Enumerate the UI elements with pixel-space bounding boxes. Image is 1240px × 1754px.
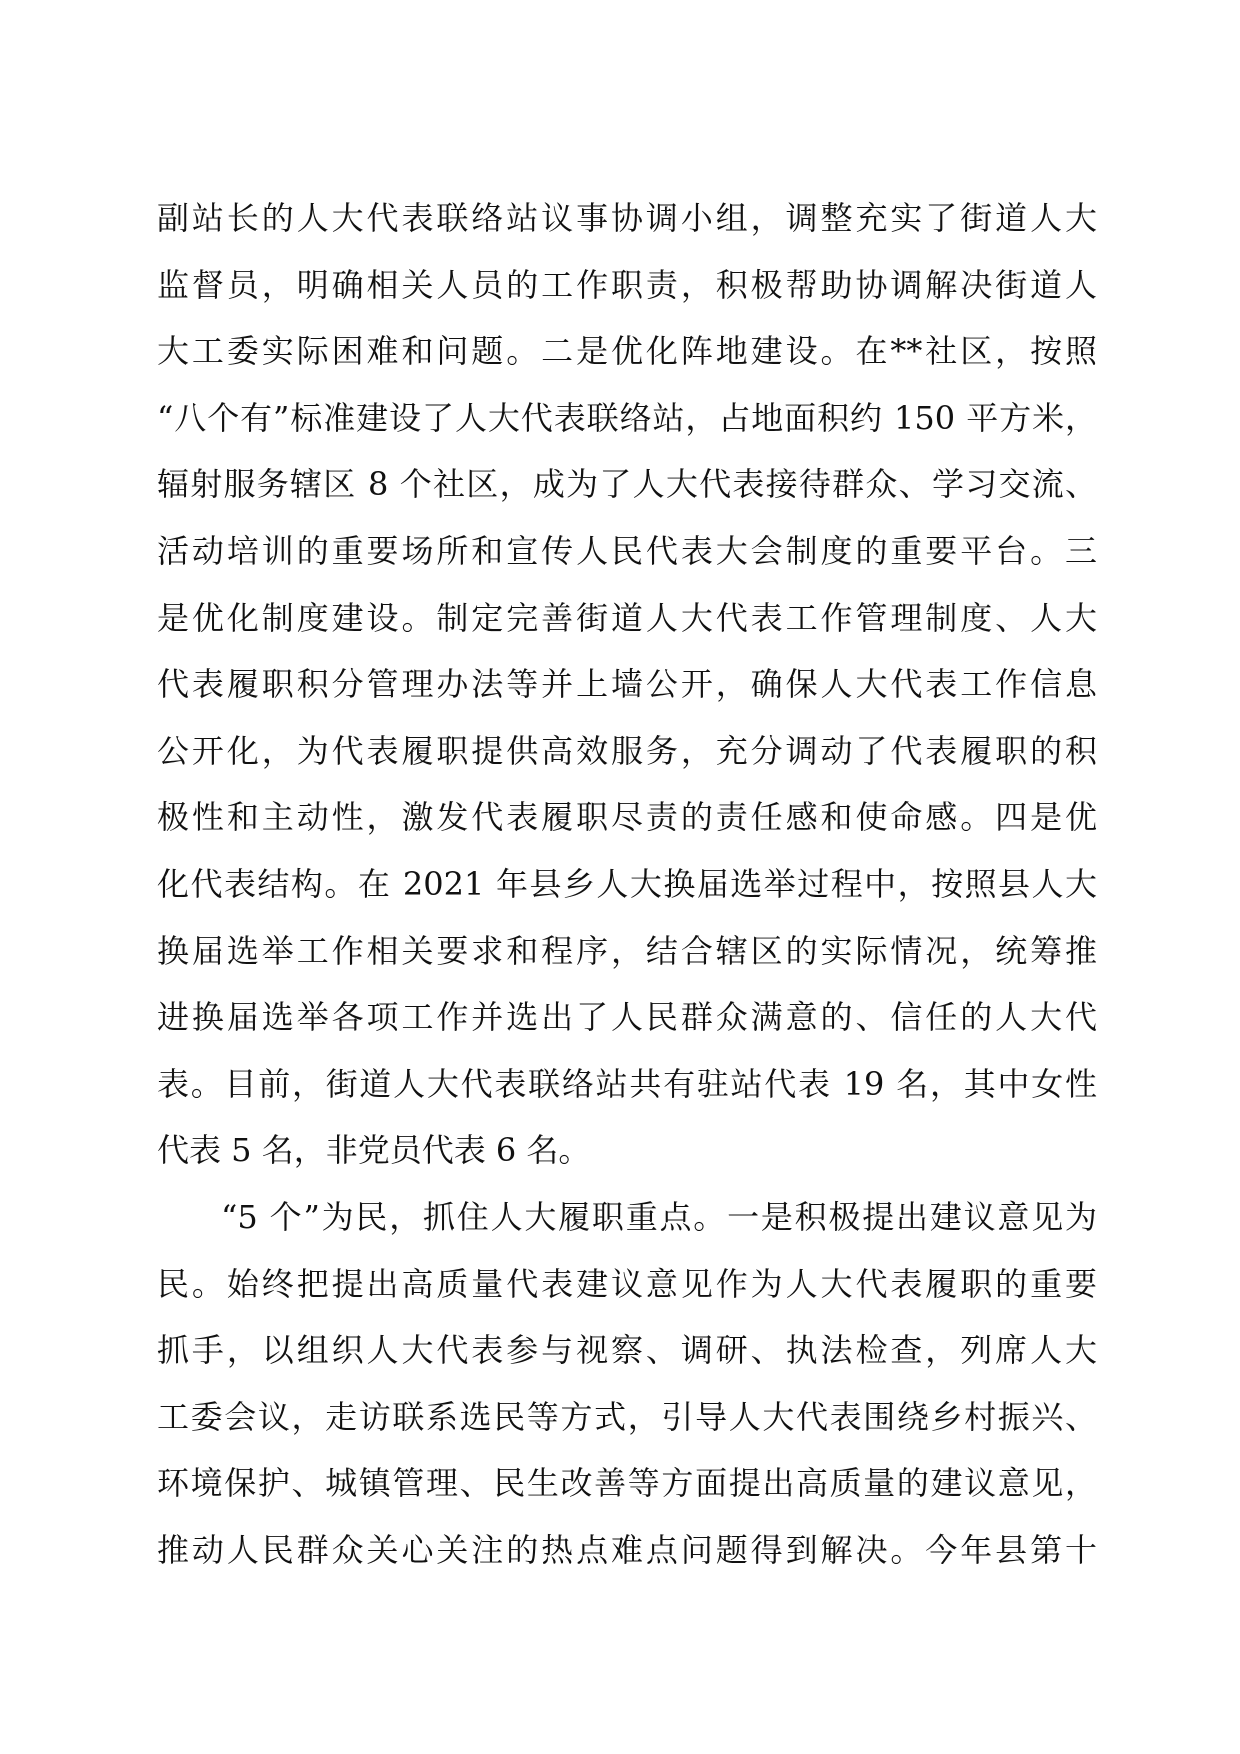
text-line: 是优化制度建设。制定完善街道人大代表工作管理制度、人大	[157, 598, 1097, 637]
text-line: 民。始终把提出高质量代表建议意见作为人大代表履职的重要	[157, 1264, 1097, 1303]
text-line: 表。目前，街道人大代表联络站共有驻站代表 19 名，其中女性	[157, 1064, 1097, 1103]
text-line: 活动培训的重要场所和宣传人民代表大会制度的重要平台。三	[157, 531, 1097, 570]
text-line: 环境保护、城镇管理、民生改善等方面提出高质量的建议意见，	[157, 1464, 1097, 1503]
text-line: 化代表结构。在 2021 年县乡人大换届选举过程中，按照县人大	[157, 864, 1097, 903]
text-line: “八个有”标准建设了人大代表联络站，占地面积约 150 平方米，	[157, 398, 1097, 437]
text-line: 公开化，为代表履职提供高效服务，充分调动了代表履职的积	[157, 731, 1097, 770]
text-line: 推动人民群众关心关注的热点难点问题得到解决。今年县第十	[157, 1530, 1097, 1569]
text-line: 极性和主动性，激发代表履职尽责的责任感和使命感。四是优	[157, 798, 1097, 837]
text-line: 工委会议，走访联系选民等方式，引导人大代表围绕乡村振兴、	[157, 1397, 1097, 1436]
text-line: 大工委实际困难和问题。二是优化阵地建设。在**社区，按照	[157, 332, 1097, 371]
text-line: 代表 5 名，非党员代表 6 名。	[157, 1131, 591, 1170]
text-line: 副站长的人大代表联络站议事协调小组，调整充实了街道人大	[157, 199, 1097, 237]
text-line: 换届选举工作相关要求和程序，结合辖区的实际情况，统筹推	[157, 931, 1097, 970]
text-line: 代表履职积分管理办法等并上墙公开，确保人大代表工作信息	[157, 665, 1097, 704]
text-line: 抓手，以组织人大代表参与视察、调研、执法检查，列席人大	[157, 1331, 1097, 1370]
text-line: 辐射服务辖区 8 个社区，成为了人大代表接待群众、学习交流、	[157, 465, 1097, 504]
paragraph-start-line: “5 个”为民，抓住人大履职重点。一是积极提出建议意见为	[221, 1197, 1097, 1236]
body-text	[157, 185, 1097, 1583]
text-line: 进换届选举各项工作并选出了人民群众满意的、信任的人大代	[157, 998, 1097, 1037]
text-line: 监督员，明确相关人员的工作职责，积极帮助协调解决街道人	[157, 265, 1097, 304]
